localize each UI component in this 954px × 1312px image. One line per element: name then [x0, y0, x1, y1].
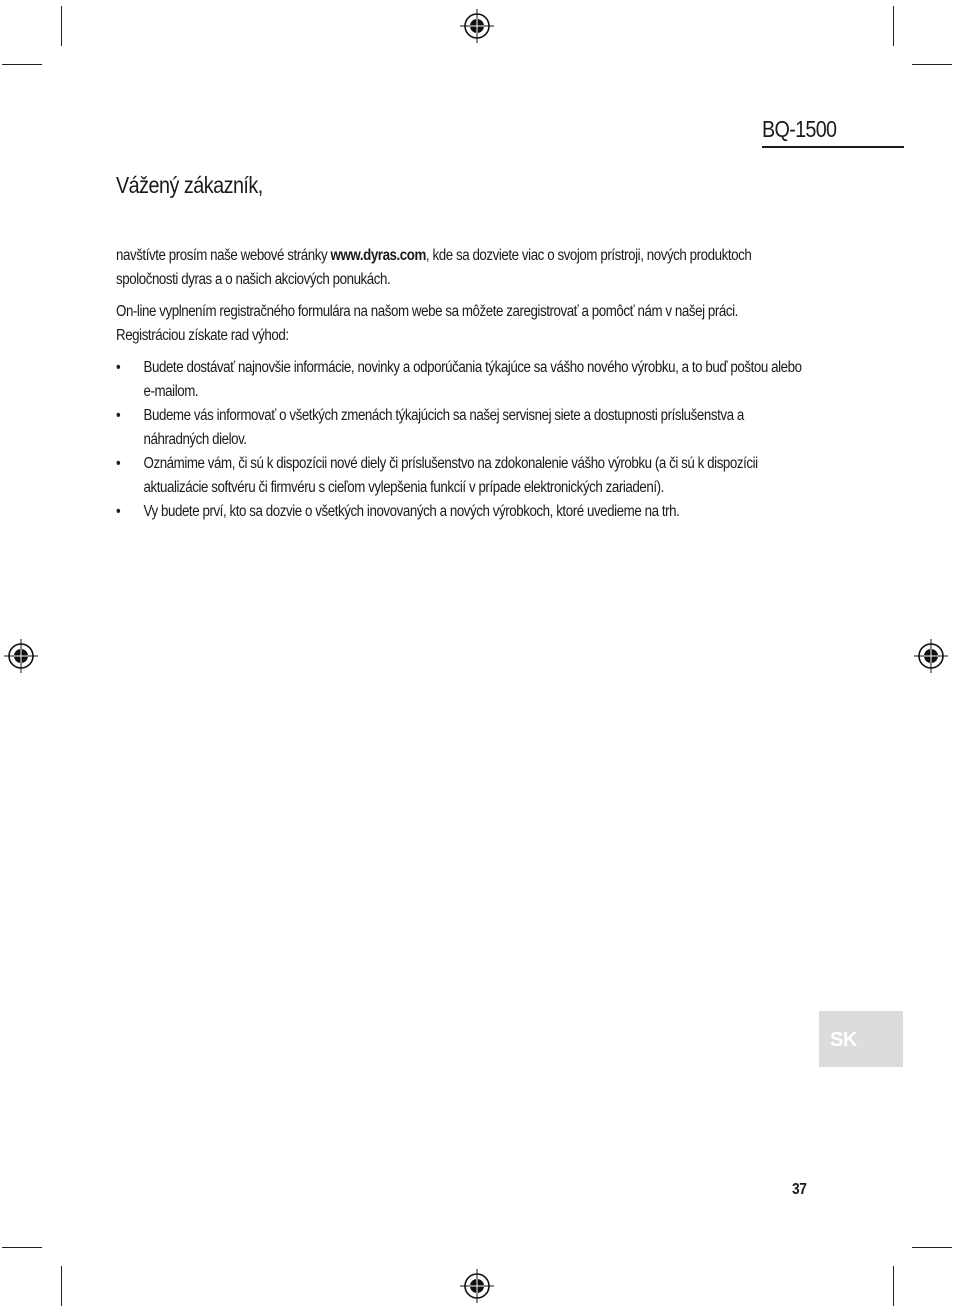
- intro-paragraph: [116, 244, 804, 292]
- body-text: [116, 244, 804, 524]
- crop-mark-icon: [893, 1266, 894, 1306]
- website-link[interactable]: www.dyras.com: [330, 247, 426, 264]
- list-item: [116, 452, 804, 500]
- model-underline: [762, 146, 904, 148]
- registration-mark-icon: [460, 1269, 494, 1303]
- intro-text-before: navštívte prosím naše webové stránky: [116, 247, 331, 264]
- bullet: •: [116, 455, 121, 472]
- language-tab-label: SK: [830, 1029, 857, 1051]
- registration-mark-icon: [460, 9, 494, 43]
- list-item-text: Budete dostávať najnovšie informácie, novinky a odporúčania týkajúce sa vášho nového výrobku, a to buď poštou alebo e-mailom.: [143, 359, 802, 400]
- list-item: [116, 404, 804, 452]
- list-item: [116, 356, 804, 404]
- list-item-text: Vy budete prví, kto sa dozvie o všetkých inovovaných a nových výrobkoch, ktoré uvedieme na trh.: [143, 503, 680, 520]
- intro-text-after: , kde sa dozviete viac o svojom prístroji, nových produktoch spoločnosti dyras a o našich akciových ponukách.: [116, 247, 752, 288]
- registration-paragraph: On-line vyplnením registračného formulára na našom webe sa môžete zaregistrovať a pomôcť nám v našej práci. Registráciou získate rad výhod:: [116, 303, 738, 344]
- crop-mark-icon: [2, 1247, 42, 1248]
- language-tab: [819, 1011, 903, 1067]
- list-item-text: Budeme vás informovať o všetkých zmenách týkajúcich sa našej servisnej siete a dostupnosti príslušenstva a náhradných dielov.: [143, 407, 744, 448]
- bullet: •: [116, 503, 121, 520]
- crop-mark-icon: [893, 6, 894, 46]
- greeting-heading: Vážený zákazník,: [116, 172, 263, 198]
- page-number: 37: [792, 1181, 807, 1198]
- crop-mark-icon: [2, 64, 42, 65]
- crop-mark-icon: [61, 6, 62, 46]
- benefits-list: [116, 356, 804, 524]
- registration-mark-icon: [914, 639, 948, 673]
- registration-mark-icon: [4, 639, 38, 673]
- bullet: •: [116, 359, 121, 376]
- crop-mark-icon: [912, 1247, 952, 1248]
- crop-mark-icon: [912, 64, 952, 65]
- crop-mark-icon: [61, 1266, 62, 1306]
- list-item-text: Oznámime vám, či sú k dispozícii nové diely či príslušenstvo na zdokonalenie vášho výrobku (a či sú k dispozícii aktualizácie softvéru či firmvéru s cieľom vylepšenia funkcií v prípade elektronických zariadení).: [143, 455, 758, 496]
- bullet: •: [116, 407, 121, 424]
- model-name: BQ-1500: [762, 116, 837, 142]
- list-item: [116, 500, 804, 524]
